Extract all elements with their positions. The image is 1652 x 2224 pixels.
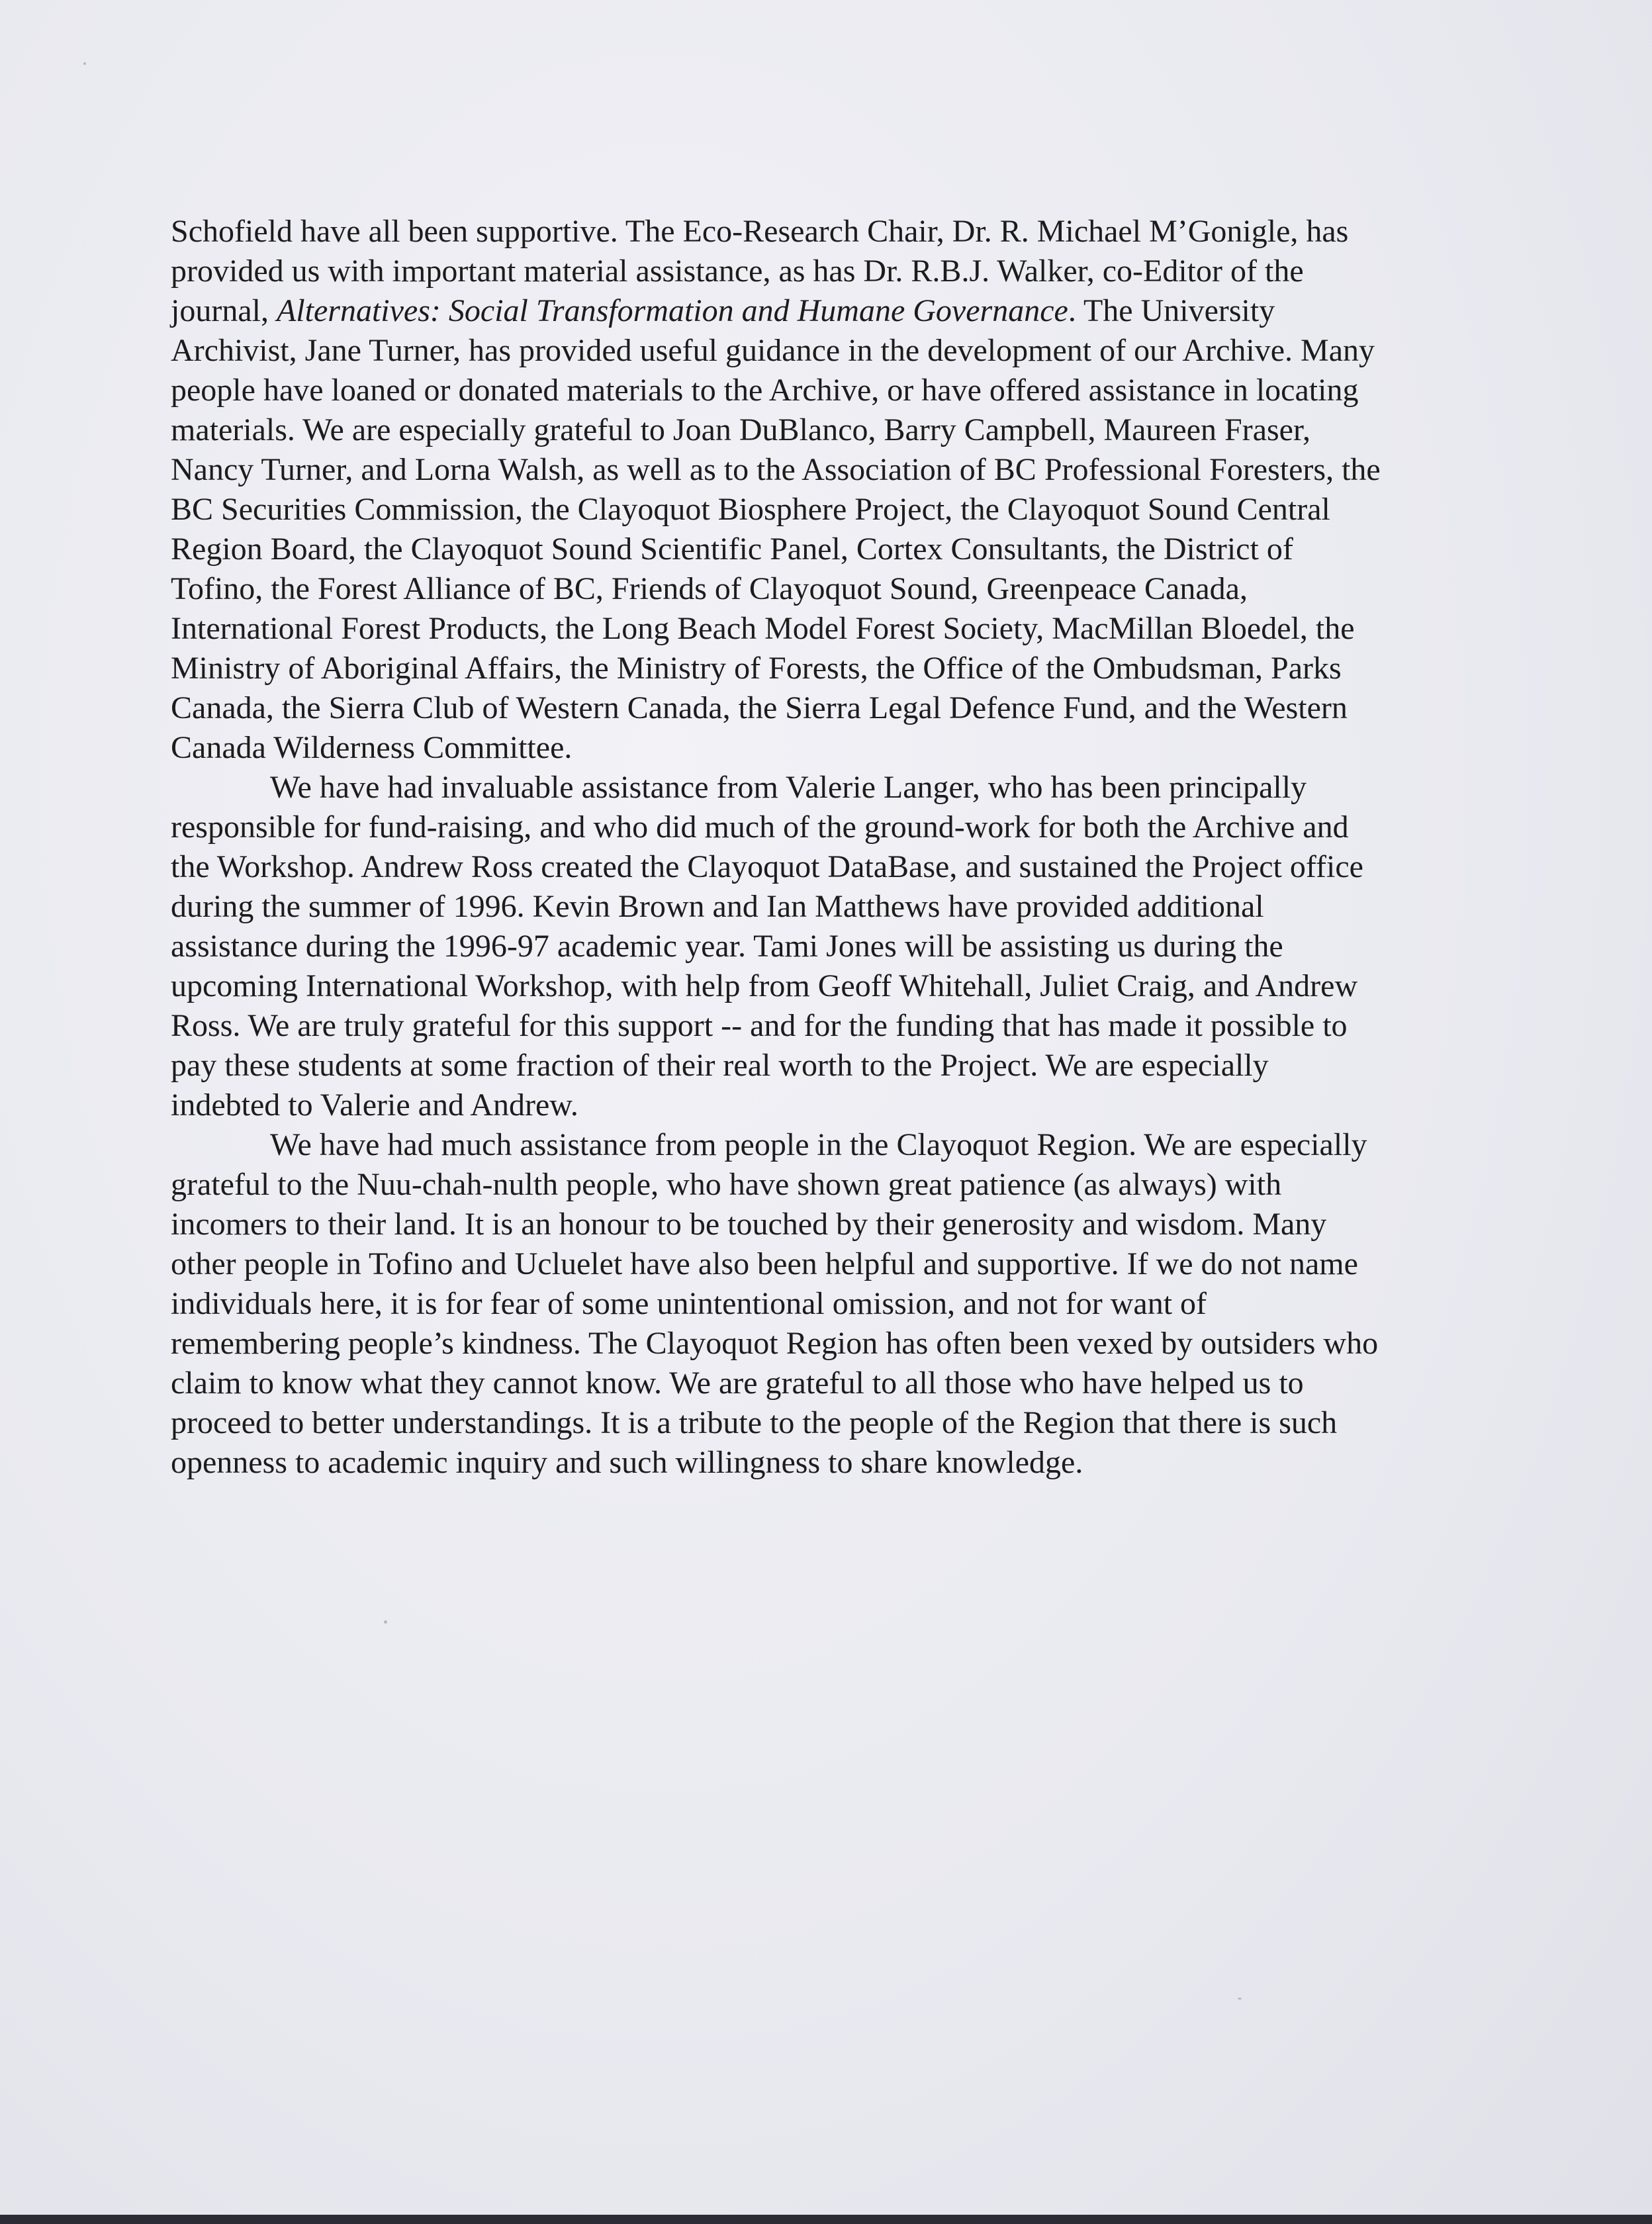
scan-bottom-edge <box>0 2215 1652 2224</box>
paragraph-1-rest: . The University Archivist, Jane Turner, has provided useful guidance in the development of our Archive. Many people have loaned or donated materials to the Archive, or have offered assistance in locating materials. We are especially grateful to Joan DuBlanco, Barry Campbell, Maureen Fraser, Nancy Turner, and Lorna Walsh, as well as to the Association of BC Professional Foresters, the BC Securities Commission, the Clayoquot Biosphere Project, the Clayoquot Sound Central Region Board, the Clayoquot Sound Scientific Panel, Cortex Consultants, the District of Tofino, the Forest Alliance of BC, Friends of Clayoquot Sound, Greenpeace Canada, International Forest Products, the Long Beach Model Forest Society, MacMillan Bloedel, the Ministry of Aboriginal Affairs, the Ministry of Forests, the Office of the Ombudsman, Parks Canada, the Sierra Club of Western Canada, the Sierra Legal Defence Fund, and the Western Canada Wilderness Committee. <box>171 293 1381 765</box>
paragraph-acknowledgements-3: We have had much assistance from people in the Clayoquot Region. We are especially grateful to the Nuu-chah-nulth people, who have shown great patience (as always) with incomers to their land. It is an honour to be touched by their generosity and wisdom. Many other people in Tofino and Ucluelet have also been helpful and supportive. If we do not name individuals here, it is for fear of some unintentional omission, and not for want of remembering people’s kindness. The Clayoquot Region has often been vexed by outsiders who claim to know what they cannot know. We are grateful to all those who have helped us to proceed to better understandings. It is a tribute to the people of the Region that there is such openness to academic inquiry and such willingness to share knowledge. <box>171 1127 1379 1480</box>
paragraph-acknowledgements-2: We have had invaluable assistance from Valerie Langer, who has been principally responsible for fund-raising, and who did much of the ground-work for both the Archive and the Workshop. Andrew Ross created the Clayoquot DataBase, and sustained the Project office during the summer of 1996. Kevin Brown and Ian Matthews have provided additional assistance during the 1996-97 academic year. Tami Jones will be assisting us during the upcoming International Workshop, with help from Geoff Whitehall, Juliet Craig, and Andrew Ross. We are truly grateful for this support -- and for the funding that has made it possible to pay these students at some fraction of their real worth to the Project. We are especially indebted to Valerie and Andrew. <box>171 770 1363 1123</box>
body-text <box>171 212 1382 1483</box>
paper-speck <box>1238 1998 1242 2000</box>
paragraph-acknowledgements-1 <box>171 212 1382 768</box>
paragraph-1-lead: Schofield have all been supportive. The Eco-Research Chair, Dr. R. Michael M’Gonigle, has provided us with important material assistance, as has Dr. R.B.J. Walker, co-Editor of the journal, <box>171 214 1349 328</box>
journal-title: Alternatives: Social Transformation and Humane Governance <box>276 293 1068 328</box>
paper-speck <box>83 62 86 65</box>
paper-speck <box>384 1620 387 1624</box>
